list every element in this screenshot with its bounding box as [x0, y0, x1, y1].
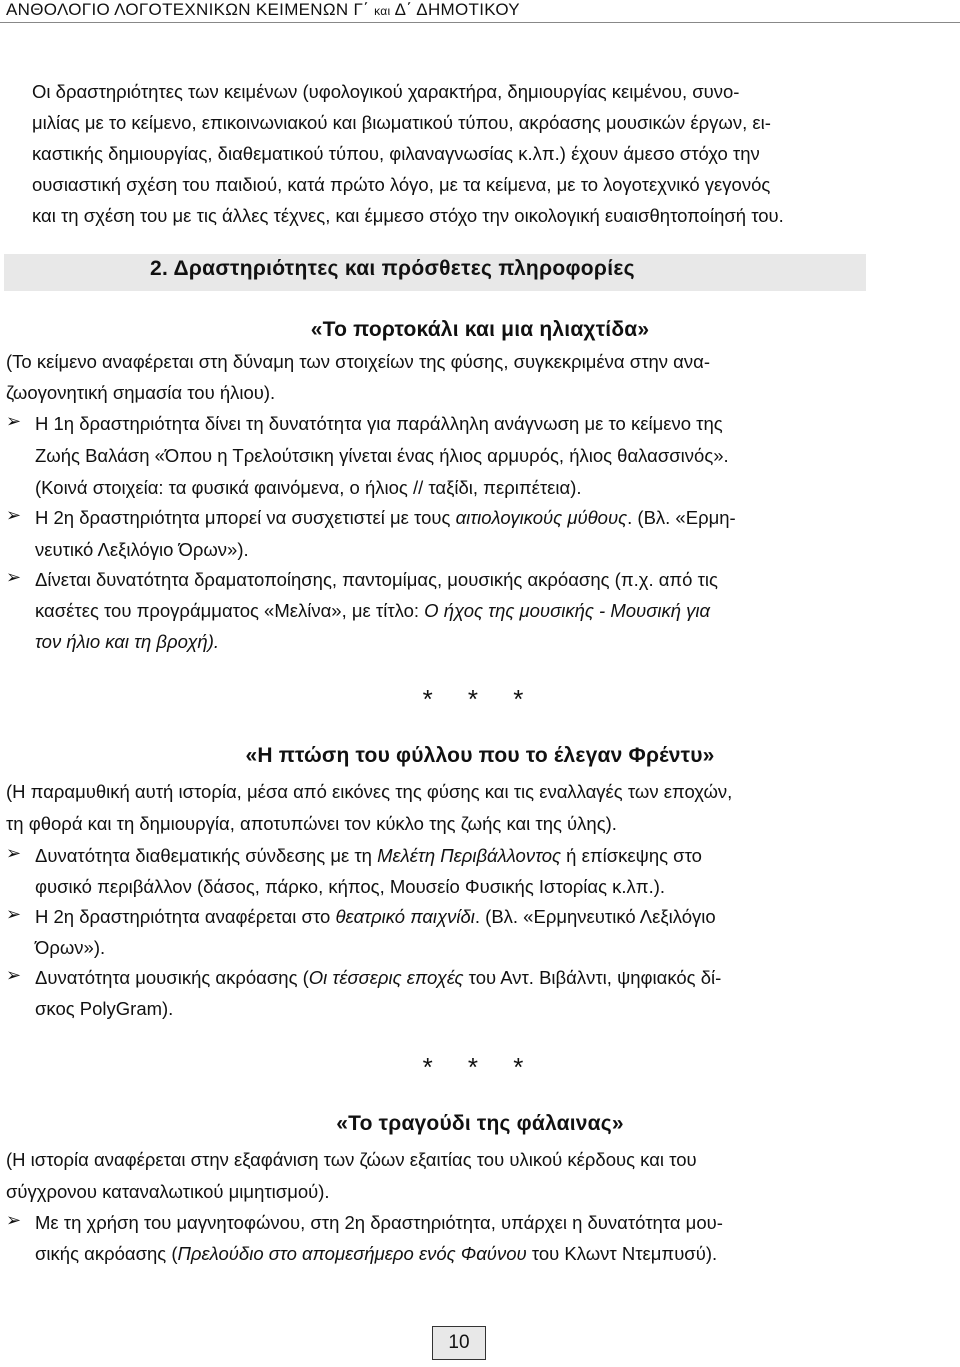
section-title: 2. Δραστηριότητες και πρόσθετες πληροφορίες [150, 257, 635, 280]
italic-run: Ο ήχος της μουσικής - Μουσική για [424, 600, 711, 621]
italic-run: θεατρικό παιχνίδι [335, 906, 475, 927]
text-run: σικής ακρόασης ( [35, 1243, 178, 1264]
intro-paragraph [32, 76, 900, 231]
story1-bullet3-line: Δίνεται δυνατότητα δραματοποίησης, παντομίμας, μουσικής ακρόασης (π.χ. από τις [35, 569, 718, 590]
header-part1: ΑΝΘΟΛΟΓΙΟ ΛΟΓΟΤΕΧΝΙΚΩΝ ΚΕΙΜΕΝΩΝ Γ΄ [6, 0, 370, 19]
story1-bullet1-line: Η 1η δραστηριότητα δίνει τη δυνατότητα για παράλληλη ανάγνωση με το κείμενο της [35, 413, 723, 434]
story2-bullet1-line [35, 840, 702, 871]
bullet-arrow-icon: ➢ [6, 505, 22, 525]
bullet-arrow-icon: ➢ [6, 1210, 22, 1230]
intro-line: Οι δραστηριότητες των κειμένων (υφολογικού χαρακτήρα, δημιουργίας κειμένου, συνο- [32, 81, 740, 102]
header-part2: και [374, 4, 391, 18]
italic-run: Μελέτη Περιβάλλοντος [377, 845, 562, 866]
bullet-arrow-icon: ➢ [6, 411, 22, 431]
italic-run: αιτιολογικούς μύθους [455, 507, 628, 528]
story2-bullet3-line: σκος PolyGram). [35, 998, 174, 1019]
story1-bullet1-line: (Κοινά στοιχεία: τα φυσικά φαινόμενα, ο ήλιος // ταξίδι, περιπέτεια). [35, 477, 582, 498]
text-run: Δυνατότητα διαθεματικής σύνδεσης με τη [35, 845, 378, 866]
story1-bullet3-line [35, 595, 710, 626]
story3-title: «Το τραγούδι της φάλαινας» [336, 1112, 624, 1135]
text-run: του Κλωντ Ντεμπυσύ). [526, 1243, 718, 1264]
page-number: 10 [432, 1326, 486, 1360]
text-run: . (Βλ. «Ερμηνευτικό Λεξιλόγιο [474, 906, 716, 927]
story1-bullet3-line [35, 626, 219, 657]
italic-run: Οι τέσσερις εποχές [308, 967, 464, 988]
story3-desc-line: σύγχρονου καταναλωτικού μιμητισμού). [6, 1181, 330, 1202]
story1-desc-line: (Το κείμενο αναφέρεται στη δύναμη των στοιχείων της φύσης, συγκεκριμένα στην ανα- [6, 351, 710, 372]
text-run: ή επίσκεψης στο [561, 845, 702, 866]
text-run: κασέτες του προγράμματος «Μελίνα», με τίτλο: [35, 600, 425, 621]
text-run: Δυνατότητα μουσικής ακρόασης ( [35, 967, 309, 988]
story1-bullet2-line [35, 502, 736, 533]
story1-bullet2-line: νευτικό Λεξιλόγιο Όρων»). [35, 539, 249, 560]
italic-run: τον ήλιο και τη βροχή). [35, 631, 219, 652]
bullet-arrow-icon: ➢ [6, 904, 22, 924]
text-run: του Αντ. Βιβάλντι, ψηφιακός δί- [463, 967, 722, 988]
story2-bullet3-line [35, 962, 721, 993]
story3-bullet1-line [35, 1238, 717, 1269]
intro-line: καστικής δημιουργίας, διαθεματικού τύπου, φιλαναγνωσίας κ.λπ.) έχουν άμεσο στόχο την [32, 143, 760, 164]
story2-title: «Η πτώση του φύλλου που το έλεγαν Φρέντυ» [245, 744, 715, 767]
story2-bullet2-line: Όρων»). [35, 937, 106, 958]
text-run: . (Βλ. «Ερμη- [627, 507, 736, 528]
bullet-arrow-icon: ➢ [6, 965, 22, 985]
story2-desc-line: τη φθορά και τη δημιουργία, αποτυπώνει τον κύκλο της ζωής και της ύλης). [6, 813, 617, 834]
intro-line: ουσιαστική σχέση του παιδιού, κατά πρώτο λόγο, με τα κείμενα, με το λογοτεχνικό γεγονός [32, 174, 771, 195]
running-header [6, 0, 520, 20]
text-run: Η 2η δραστηριότητα μπορεί να συσχετιστεί με τους [35, 507, 456, 528]
story2-bullet2-line [35, 901, 716, 932]
text-run: Η 2η δραστηριότητα αναφέρεται στο [35, 906, 336, 927]
italic-run: Πρελούδιο στο απομεσήμερο ενός Φαύνου [177, 1243, 527, 1264]
story2-desc-line: (Η παραμυθική αυτή ιστορία, μέσα από εικόνες της φύσης και τις εναλλαγές των εποχών, [6, 781, 733, 802]
story3-desc-line: (Η ιστορία αναφέρεται στην εξαφάνιση των ζώων εξαιτίας του υλικού κέρδους και του [6, 1149, 697, 1170]
story1-desc-line: ζωογονητική σημασία του ήλιου). [6, 382, 276, 403]
intro-line: και τη σχέση του με τις άλλες τέχνες, και έμμεσο στόχο την οικολογική ευαισθητοποίησή του. [32, 205, 784, 226]
bullet-arrow-icon: ➢ [6, 567, 22, 587]
story2-bullet1-line: φυσικό περιβάλλον (δάσος, πάρκο, κήπος, Μουσείο Φυσικής Ιστορίας κ.λπ.). [35, 876, 666, 897]
story1-title: «Το πορτοκάλι και μια ηλιαχτίδα» [310, 318, 650, 341]
bullet-arrow-icon: ➢ [6, 843, 22, 863]
section-separator-stars: * * * [422, 1052, 538, 1082]
section-separator-stars: * * * [422, 684, 538, 714]
story1-bullet1-line: Ζωής Βαλάση «Όπου η Τρελούτσικη γίνεται ένας ήλιος αρμυρός, ήλιος θαλασσινός». [35, 445, 729, 466]
story3-bullet1-line: Με τη χρήση του μαγνητοφώνου, στη 2η δραστηριότητα, υπάρχει η δυνατότητα μου- [35, 1212, 723, 1233]
header-divider [0, 22, 960, 23]
header-part3: Δ΄ ΔΗΜΟΤΙΚΟΥ [394, 0, 520, 19]
intro-line: μιλίας με το κείμενο, επικοινωνιακού και βιωματικού τύπου, ακρόασης μουσικών έργων, ει- [32, 112, 771, 133]
